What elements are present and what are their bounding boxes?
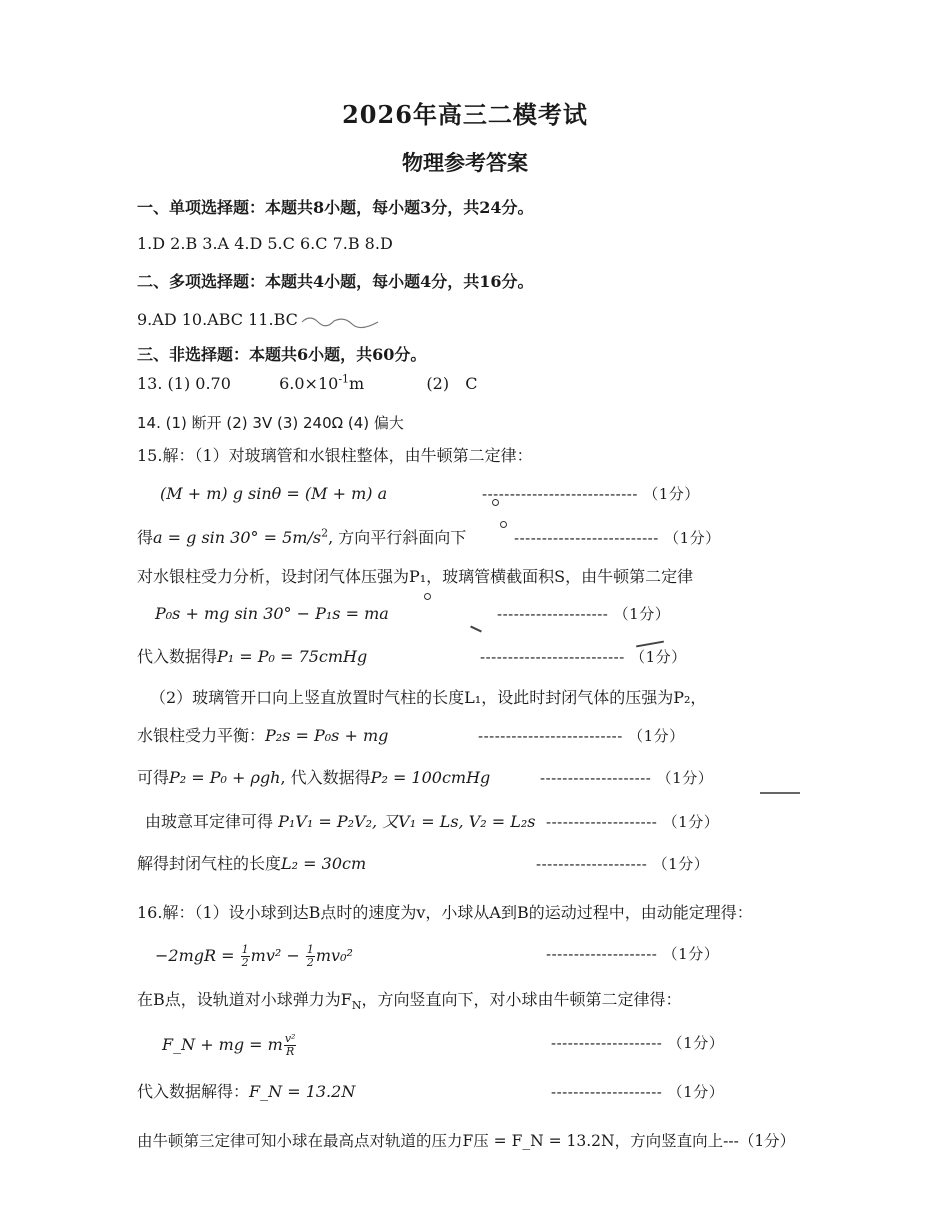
q16-eq2-dashes: -------------------- （1分） bbox=[551, 1034, 725, 1052]
page-title: 2026年高三二模考试 bbox=[342, 100, 588, 129]
q13-part1-value: 6.0×10 bbox=[279, 374, 339, 393]
q15-eq9-dashes: -------------------- （1分） bbox=[536, 855, 710, 873]
page-subtitle: 物理参考答案 bbox=[402, 150, 528, 175]
q13-part1-unit: m bbox=[349, 374, 365, 393]
q13-part1-label: 13. (1) 0.70 bbox=[137, 374, 231, 393]
q13-line bbox=[137, 374, 478, 394]
q13-part2-label: (2) bbox=[426, 374, 450, 393]
q15-eq4: P₀s + mg sin 30° − P₁s = ma bbox=[155, 604, 389, 623]
q15-eq8-dashes: -------------------- （1分） bbox=[546, 813, 720, 831]
speck-mark bbox=[470, 626, 482, 633]
q15-eq3: 对水银柱受力分析，设封闭气体压强为P₁，玻璃管横截面积S，由牛顿第二定律 bbox=[137, 567, 694, 586]
q15-eq5: 代入数据得P₁ = P₀ = 75cmHg bbox=[137, 647, 368, 666]
q15-intro: 15.解：（1）对玻璃管和水银柱整体，由牛顿第二定律： bbox=[137, 446, 533, 465]
section1-heading: 一、单项选择题：本题共8小题，每小题3分，共24分。 bbox=[137, 198, 534, 217]
q14-line: 14. (1) 断开 (2) 3V (3) 240Ω (4) 偏大 bbox=[137, 414, 404, 432]
q15-eq2-dashes: -------------------------- （1分） bbox=[514, 529, 721, 547]
q16-eq2-intro: 在B点，设轨道对小球弹力为$F_N$，方向竖直向下，对小球由牛顿第二定律得： bbox=[137, 990, 682, 1013]
q15-eq7: 可得P₂ = P₀ + ρgh, 代入数据得P₂ = 100cmHg bbox=[137, 768, 491, 787]
q16-eq3: 代入数据解得：F_N = 13.2N bbox=[137, 1082, 356, 1101]
q15-eq6-dashes: -------------------------- （1分） bbox=[478, 727, 685, 745]
q15-eq1: (M + m) g sinθ = (M + m) a bbox=[160, 484, 388, 503]
q15-eq2: 得a = g $\sin 30^\circ = 5m/s^2$, 方向平行斜面向下 bbox=[137, 526, 467, 547]
q13-part1-exp: -1 bbox=[338, 372, 350, 386]
q15-eq8: 由玻意耳定律可得 P₁V₁ = P₂V₂, 又V₁ = Ls, V₂ = L₂s bbox=[145, 812, 536, 831]
q13-part2-value: C bbox=[465, 374, 478, 393]
q15-eq4-dashes: -------------------- （1分） bbox=[497, 605, 671, 623]
circle-mark bbox=[424, 593, 431, 600]
q16-eq4: 由牛顿第三定律可知小球在最高点对轨道的压力F压 = F_N = 13.2N，方向竖直向上---（1分） bbox=[137, 1132, 796, 1150]
section2-heading: 二、多项选择题：本题共4小题，每小题4分，共16分。 bbox=[137, 272, 534, 291]
section3-heading: 三、非选择题：本题共6小题，共60分。 bbox=[137, 345, 427, 364]
q16-eq3-dashes: -------------------- （1分） bbox=[551, 1083, 725, 1101]
q15-part2-intro: （2）玻璃管开口向上竖直放置时气柱的长度L₁，设此时封闭气体的压强为P₂， bbox=[150, 688, 707, 707]
q15-eq7-dashes: -------------------- （1分） bbox=[540, 769, 714, 787]
q16-eq1: −2mgR = $\frac{1}{2}$ mv² − $\frac{1}{2}$ mv₀² bbox=[155, 943, 353, 969]
q16-eq1-dashes: -------------------- （1分） bbox=[546, 945, 720, 963]
q15-eq5-dashes: -------------------------- （1分） bbox=[480, 648, 687, 666]
circle-mark bbox=[500, 521, 507, 528]
q15-eq9: 解得封闭气柱的长度L₂ = 30cm bbox=[137, 854, 367, 873]
circle-mark bbox=[492, 499, 499, 506]
section2-answers: 9.AD 10.ABC 11.BC bbox=[137, 310, 298, 329]
smudge-mark bbox=[300, 312, 380, 330]
speck-mark bbox=[760, 792, 800, 794]
q15-eq6: 水银柱受力平衡：P₂s = P₀s + mg bbox=[137, 726, 389, 745]
q16-intro: 16.解：（1）设小球到达B点时的速度为v，小球从A到B的运动过程中，由动能定理得： bbox=[137, 903, 753, 922]
q15-eq1-dashes: ---------------------------- （1分） bbox=[482, 485, 700, 503]
section1-answers: 1.D 2.B 3.A 4.D 5.C 6.C 7.B 8.D bbox=[137, 234, 393, 253]
q16-eq2: F_N + mg = m $\frac{\text{v²}}{R}$ bbox=[162, 1032, 296, 1058]
